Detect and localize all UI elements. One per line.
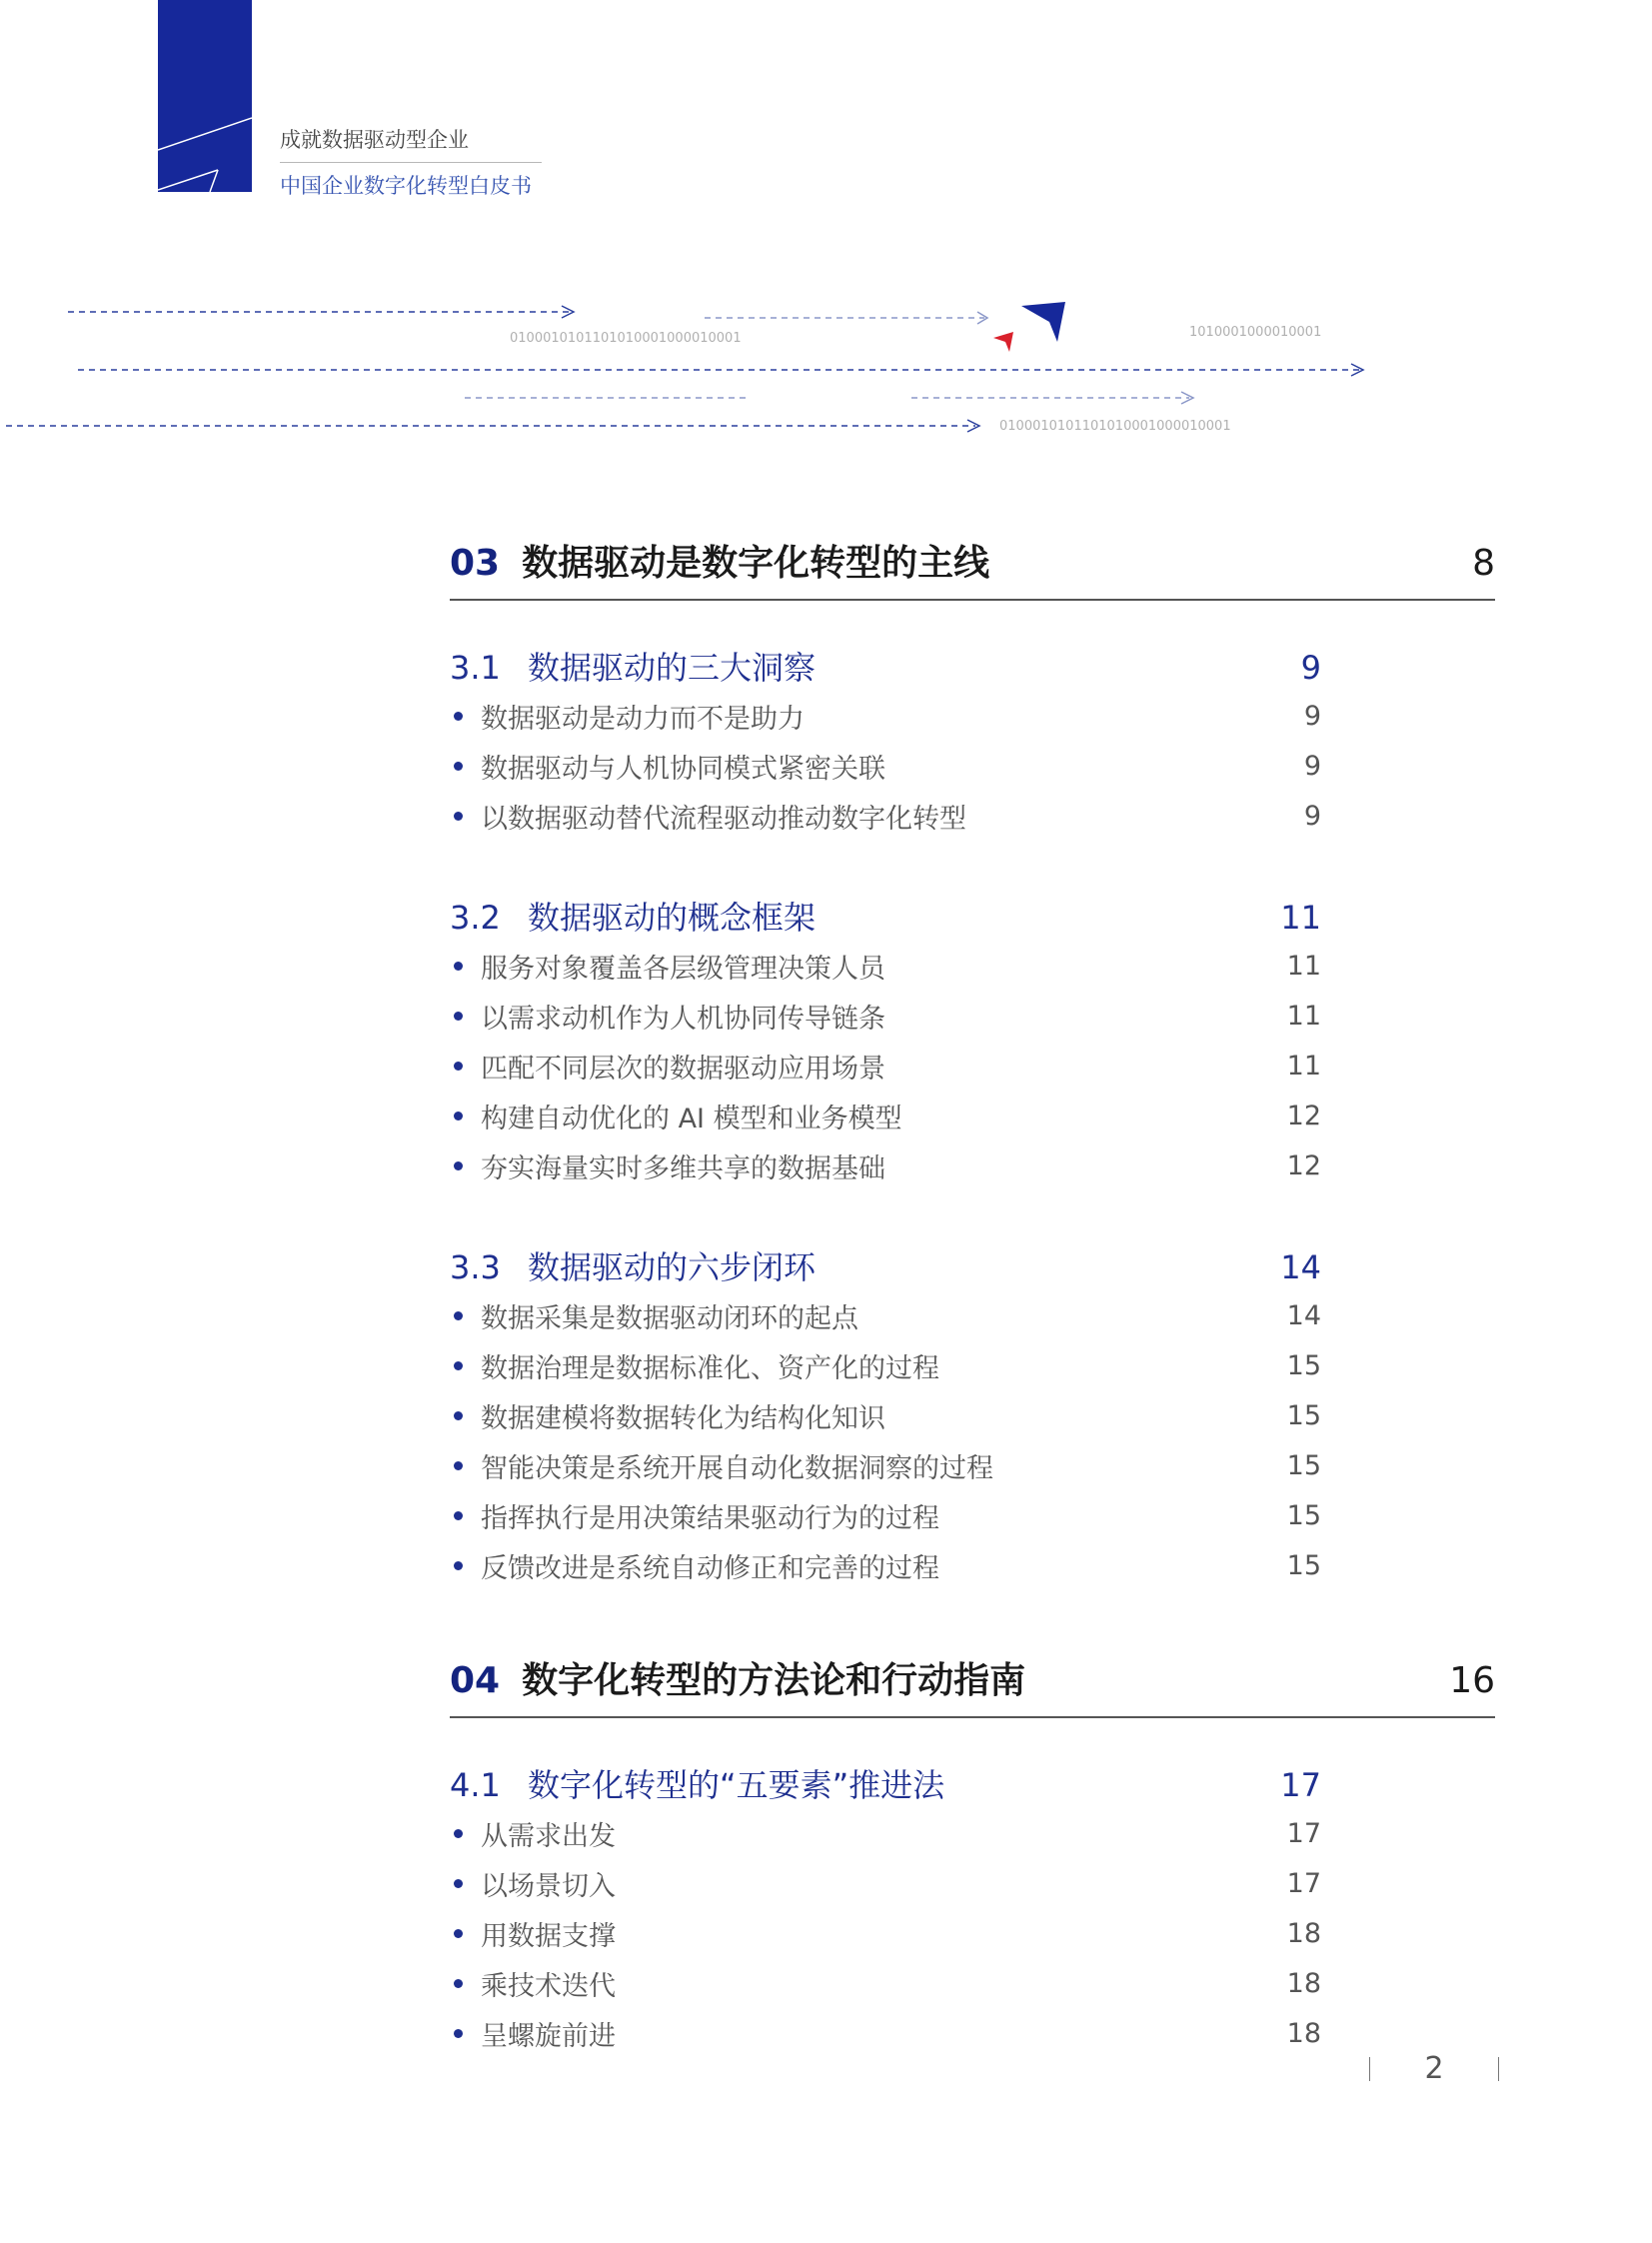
footer-bar-right	[1498, 2057, 1499, 2081]
bullet-dot	[454, 1929, 463, 1938]
toc-section-4-1[interactable]	[450, 1760, 1321, 1808]
header-accent-block	[158, 0, 252, 192]
header-title: 成就数据驱动型企业	[280, 128, 469, 152]
toc-item[interactable]	[450, 1958, 1321, 2008]
toc-section-3-2[interactable]	[450, 893, 1321, 941]
toc-item-page: 9	[1303, 800, 1321, 832]
toc-item[interactable]	[450, 791, 1321, 841]
binary-text-3: 0100010101101010001000010001	[999, 419, 1231, 434]
section-title: 数据驱动的六步闭环	[528, 1248, 817, 1286]
toc-item-page: 11	[1286, 950, 1321, 982]
chapter-page: 8	[1472, 543, 1495, 584]
toc-item[interactable]	[450, 1340, 1321, 1390]
toc-item-page: 11	[1286, 1050, 1321, 1082]
section-page: 17	[1280, 1766, 1321, 1804]
page-number: 2	[1424, 2051, 1444, 2086]
toc-item[interactable]	[450, 1490, 1321, 1540]
table-of-contents	[450, 535, 1495, 2058]
toc-item-title: 以需求动机作为人机协同传导链条	[481, 1003, 885, 1035]
toc-item-page: 15	[1286, 1549, 1321, 1581]
section-number: 4.1	[450, 1766, 501, 1804]
logo-mark-blue	[1021, 302, 1065, 342]
toc-item-title: 匹配不同层次的数据驱动应用场景	[481, 1053, 885, 1085]
toc-item-page: 14	[1286, 1299, 1321, 1331]
chapter-number: 04	[450, 1660, 501, 1701]
document-header	[280, 124, 542, 200]
toc-item[interactable]	[450, 1540, 1321, 1590]
bullet-dot	[454, 712, 463, 721]
binary-text-1: 0100010101101010001000010001	[510, 331, 742, 346]
toc-section-3-1[interactable]	[450, 643, 1321, 691]
bullet-dot	[454, 1112, 463, 1121]
toc-item-page: 15	[1286, 1399, 1321, 1431]
bullet-dot	[454, 1879, 463, 1888]
toc-item-page: 15	[1286, 1349, 1321, 1381]
toc-item[interactable]	[450, 1140, 1321, 1190]
toc-item-title: 智能决策是系统开展自动化数据洞察的过程	[481, 1452, 993, 1484]
bullet-dot	[454, 1161, 463, 1170]
header-divider	[280, 162, 542, 163]
bullet-dot	[454, 1311, 463, 1320]
toc-item-page: 11	[1286, 1000, 1321, 1032]
toc-item-page: 12	[1286, 1100, 1321, 1131]
toc-item[interactable]	[450, 1290, 1321, 1340]
bullet-dot	[454, 962, 463, 971]
bullet-dot	[454, 1062, 463, 1071]
toc-item-title: 以数据驱动替代流程驱动推动数字化转型	[481, 803, 966, 835]
section-title: 数字化转型的“五要素”推进法	[528, 1766, 945, 1804]
section-page: 14	[1280, 1248, 1321, 1286]
toc-item-title: 夯实海量实时多维共享的数据基础	[481, 1152, 885, 1184]
toc-item-page: 12	[1286, 1149, 1321, 1181]
bullet-dot	[454, 1829, 463, 1838]
bullet-dot	[454, 1979, 463, 1988]
footer-bar-left	[1369, 2057, 1370, 2081]
section-page: 9	[1300, 649, 1321, 687]
toc-chapter-04[interactable]	[450, 1652, 1495, 1718]
chapter-number: 03	[450, 543, 501, 584]
toc-item[interactable]	[450, 741, 1321, 791]
section-title: 数据驱动的概念框架	[528, 899, 817, 937]
binary-text-2: 1010001000010001	[1189, 325, 1322, 340]
toc-item[interactable]	[450, 1091, 1321, 1140]
chapter-title: 数据驱动是数字化转型的主线	[522, 543, 990, 584]
toc-chapter-03[interactable]	[450, 535, 1495, 601]
toc-item-title: 数据采集是数据驱动闭环的起点	[481, 1302, 858, 1334]
bullet-dot	[454, 1411, 463, 1420]
decorative-arrows	[0, 290, 1652, 440]
bullet-dot	[454, 812, 463, 821]
bullet-dot	[454, 1361, 463, 1370]
toc-item-title: 构建自动优化的 AI 模型和业务模型	[481, 1103, 902, 1134]
toc-item-page: 18	[1286, 2017, 1321, 2049]
toc-item-page: 15	[1286, 1449, 1321, 1481]
toc-item-page: 15	[1286, 1499, 1321, 1531]
section-number: 3.3	[450, 1248, 501, 1286]
toc-item-title: 呈螺旋前进	[481, 2020, 616, 2052]
toc-item[interactable]	[450, 991, 1321, 1041]
bullet-dot	[454, 1511, 463, 1520]
toc-item[interactable]	[450, 1041, 1321, 1091]
toc-item-title: 数据驱动是动力而不是助力	[481, 703, 805, 735]
toc-item[interactable]	[450, 2008, 1321, 2058]
toc-item-title: 乘技术迭代	[481, 1970, 616, 2002]
toc-section-3-3[interactable]	[450, 1242, 1321, 1290]
toc-item-page: 9	[1303, 700, 1321, 732]
section-page: 11	[1280, 899, 1321, 937]
toc-item-title: 用数据支撑	[481, 1920, 616, 1952]
logo-mark-red	[993, 332, 1013, 352]
chapter-title: 数字化转型的方法论和行动指南	[522, 1660, 1026, 1701]
toc-item[interactable]	[450, 1908, 1321, 1958]
chapter-page: 16	[1449, 1660, 1495, 1701]
toc-item[interactable]	[450, 941, 1321, 991]
toc-item-title: 服务对象覆盖各层级管理决策人员	[481, 953, 885, 985]
page-footer	[1369, 2051, 1499, 2086]
bullet-dot	[454, 1461, 463, 1470]
toc-item[interactable]	[450, 1440, 1321, 1490]
toc-item[interactable]	[450, 1390, 1321, 1440]
toc-item[interactable]	[450, 1858, 1321, 1908]
toc-item-page: 17	[1286, 1817, 1321, 1849]
toc-item-title: 指挥执行是用决策结果驱动行为的过程	[481, 1502, 939, 1534]
toc-item-title: 反馈改进是系统自动修正和完善的过程	[481, 1552, 939, 1584]
toc-item-title: 以场景切入	[481, 1870, 616, 1902]
toc-item[interactable]	[450, 691, 1321, 741]
toc-item-title: 数据建模将数据转化为结构化知识	[481, 1402, 885, 1434]
toc-item-title: 数据驱动与人机协同模式紧密关联	[481, 753, 885, 785]
toc-item-title: 从需求出发	[481, 1820, 616, 1852]
toc-item-page: 17	[1286, 1867, 1321, 1899]
toc-item-page: 9	[1303, 750, 1321, 782]
section-number: 3.1	[450, 649, 501, 687]
header-stripe-graphic	[158, 0, 252, 192]
header-subtitle: 中国企业数字化转型白皮书	[280, 174, 532, 198]
bullet-dot	[454, 762, 463, 771]
toc-item-page: 18	[1286, 1967, 1321, 1999]
toc-item[interactable]	[450, 1808, 1321, 1858]
bullet-dot	[454, 2029, 463, 2038]
bullet-dot	[454, 1561, 463, 1570]
bullet-dot	[454, 1012, 463, 1021]
toc-item-page: 18	[1286, 1917, 1321, 1949]
section-number: 3.2	[450, 899, 501, 937]
toc-item-title: 数据治理是数据标准化、资产化的过程	[481, 1352, 939, 1384]
section-title: 数据驱动的三大洞察	[528, 649, 817, 687]
